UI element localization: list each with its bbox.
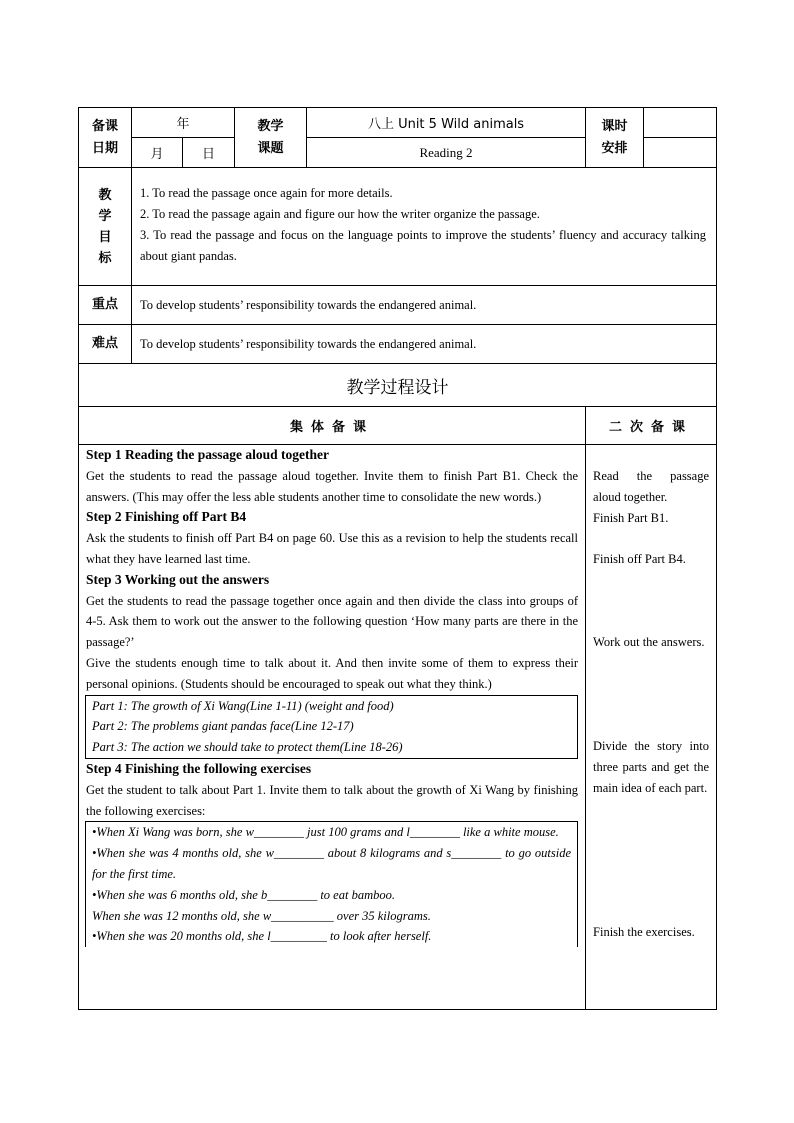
step2-title: Step 2 Finishing off Part B4 (86, 509, 247, 525)
lesson-plan (78, 107, 716, 1010)
part-item: Part 2: The problems giant pandas face(Line 12-17) (92, 719, 354, 734)
side-note-5: Divide the story into three parts and get the main idea of each part. (593, 738, 710, 795)
goal-item: 2. To read the passage again and figure our how the writer organize the passage. (140, 206, 540, 221)
goal-item: 3. To read the passage and focus on the language points to improve the students’ fluency and accuracy talking about giant pandas. (140, 227, 707, 263)
goal-item: 1. To read the passage once again for more details. (140, 185, 393, 200)
topic-label-line1: 教学 (257, 118, 284, 134)
lesson-plan-table (78, 107, 717, 1010)
schedule-label-line1: 课时 (601, 118, 628, 134)
side-note-6: Finish the exercises. (593, 925, 695, 940)
schedule-value-2 (644, 138, 717, 168)
side-note-1: Read the passage aloud together. (593, 469, 710, 504)
exercises-box (85, 821, 578, 947)
key-point-text: To develop students’ responsibility towards the endangered animal. (132, 286, 717, 325)
exercise-item: •When Xi Wang was born, she w________ just 100 grams and l________ like a white mouse. (92, 825, 559, 840)
goals-label-char4: 标 (98, 250, 112, 266)
goals-label-char3: 目 (98, 229, 112, 245)
part-item: Part 1: The growth of Xi Wang(Line 1-11) (weight and food) (92, 698, 394, 713)
goals-content (132, 168, 717, 286)
step1-title: Step 1 Reading the passage aloud together (86, 447, 330, 462)
day-cell: 日 (183, 138, 235, 168)
exercise-item: •When she was 4 months old, she w________ about 8 kilograms and s________ to go outside for the first time. (92, 846, 572, 881)
year-cell: 年 (132, 108, 235, 138)
difficult-point-text: To develop students’ responsibility towards the endangered animal. (132, 325, 717, 364)
month-cell: 月 (132, 138, 183, 168)
side-note-4: Work out the answers. (593, 635, 705, 650)
schedule-label (586, 108, 644, 168)
goals-label (79, 168, 132, 286)
exercise-item: •When she was 20 months old, she l_________ to look after herself. (92, 929, 432, 944)
exercise-item: •When she was 6 months old, she b________ to eat bamboo. (92, 887, 395, 902)
date-label (79, 108, 132, 168)
side-note-3: Finish off Part B4. (593, 552, 686, 567)
schedule-value-1 (644, 108, 717, 138)
exercise-item: When she was 12 months old, she w__________ over 35 kilograms. (92, 908, 431, 923)
key-point-label: 重点 (79, 286, 132, 325)
goals-label-char1: 教 (98, 187, 112, 203)
schedule-label-line2: 安排 (601, 140, 628, 156)
topic-line2: Reading 2 (307, 138, 586, 168)
main-content (79, 445, 586, 1010)
group-prep-heading: 集体备课 (79, 407, 586, 445)
step3-text2: Give the students enough time to talk about it. And then invite some of them to express their personal opinions. (Students should be encouraged to speak out what they think.) (86, 655, 579, 691)
topic-line1: 八上 Unit 5 Wild animals (307, 108, 586, 138)
difficult-point-label: 难点 (79, 325, 132, 364)
side-notes (586, 445, 717, 1010)
step3-text1: Get the students to read the passage together once again and then divide the class into groups of 4-5. Ask them to work out the answer to the following question ‘How many parts are there in the passage?’ (86, 593, 579, 650)
step4-title: Step 4 Finishing the following exercises (86, 760, 312, 776)
topic-label-line2: 课题 (257, 140, 284, 156)
goals-label-char2: 学 (98, 208, 112, 224)
topic-label (235, 108, 307, 168)
side-note-2: Finish Part B1. (593, 510, 669, 525)
second-prep-heading: 二次备课 (586, 407, 717, 445)
step4-text: Get the student to talk about Part 1. Invite them to talk about the growth of Xi Wang by finishing the following exercises: (86, 782, 579, 818)
process-title: 教学过程设计 (79, 364, 717, 407)
date-label-line1: 备课 (91, 118, 118, 134)
step1-text: Get the students to read the passage aloud together. Invite them to finish Part B1. Check the answers. (This may offer the less able students another time to consolidate the new words.) (86, 468, 579, 504)
parts-box (85, 695, 578, 759)
step2-text: Ask the students to finish off Part B4 on page 60. Use this as a revision to help the students recall what they have learned last time. (86, 531, 579, 566)
date-label-line2: 日期 (91, 140, 118, 156)
part-item: Part 3: The action we should take to protect them(Line 18-26) (92, 740, 403, 755)
step3-title: Step 3 Working out the answers (86, 571, 270, 587)
